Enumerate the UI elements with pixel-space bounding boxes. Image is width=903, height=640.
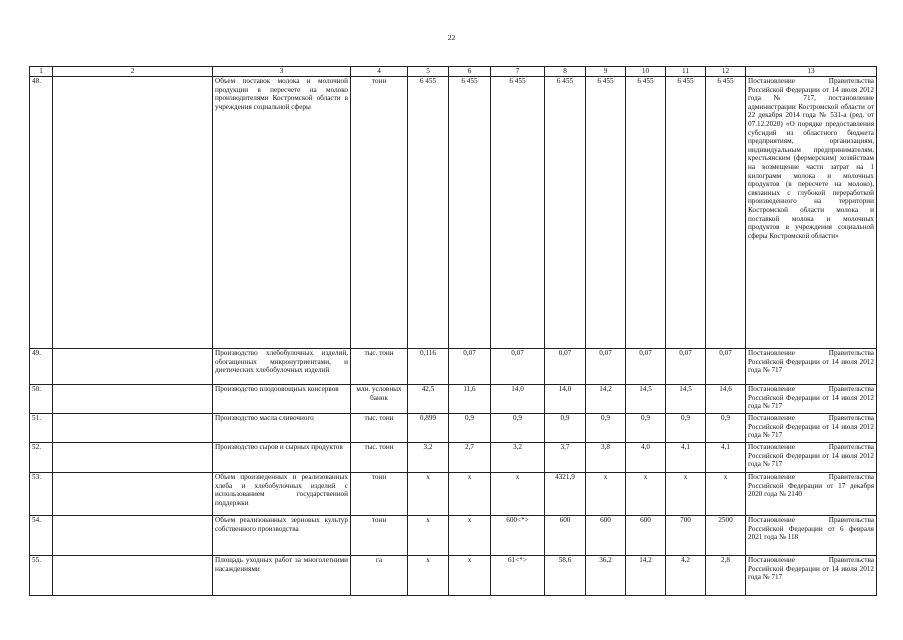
row-col2 <box>53 556 213 596</box>
row-value: 0,116 <box>408 349 449 385</box>
row-value: 4,2 <box>666 556 706 596</box>
row-unit: тыс. тонн <box>351 349 408 385</box>
row-source: Постановление Правительства Российской Федерации от 14 июля 2012 года № 717, постановление администрации Костромской области от 22 декабря 2014 года № 531-а (ред. от 07.12.2020) «О порядке предоставления субсидий из областного бюджета предприятиям, организациям, индивидуальным предпринимателям, крестьянским (фермерским) хозяйствам на возмещение части затрат на 1 килограмм молока и молочных продуктов (в пересчете на молоко), связанных с глубокой переработкой произведенного на территории Костромской области молока и поставкой молока и молочных продуктов в учреждения социальной сферы Костромской области» <box>746 77 877 349</box>
row-col2 <box>53 349 213 385</box>
row-value: x <box>449 516 491 556</box>
row-col2 <box>53 443 213 473</box>
header-cell: 2 <box>53 67 213 77</box>
row-value: 600 <box>545 516 586 556</box>
row-value: 6 455 <box>706 77 746 349</box>
table-row <box>30 473 877 516</box>
header-cell: 10 <box>626 67 666 77</box>
row-value: 0,07 <box>706 349 746 385</box>
row-value: 0,9 <box>706 414 746 443</box>
table-row <box>30 414 877 443</box>
row-value: x <box>666 473 706 516</box>
row-number: 55. <box>30 556 53 596</box>
header-cell: 12 <box>706 67 746 77</box>
row-indicator: Производство масла сливочного <box>213 414 351 443</box>
row-value: 3,7 <box>545 443 586 473</box>
row-source: Постановление Правительства Российской Федерации от 17 декабря 2020 года № 2140 <box>746 473 877 516</box>
row-value: 3,2 <box>408 443 449 473</box>
row-value: 6 455 <box>491 77 545 349</box>
header-cell: 4 <box>351 67 408 77</box>
row-value: 14,0 <box>545 385 586 414</box>
row-value: 42,5 <box>408 385 449 414</box>
row-value: 36,2 <box>586 556 626 596</box>
header-cell: 9 <box>586 67 626 77</box>
row-value: x <box>706 473 746 516</box>
row-indicator: Производство сыров и сырных продуктов <box>213 443 351 473</box>
row-value: 2,8 <box>706 556 746 596</box>
row-value: 600<*> <box>491 516 545 556</box>
row-number: 48. <box>30 77 53 349</box>
row-col2 <box>53 385 213 414</box>
table-row <box>30 556 877 596</box>
header-cell: 13 <box>746 67 877 77</box>
row-value: x <box>449 473 491 516</box>
row-number: 50. <box>30 385 53 414</box>
row-value: 6 455 <box>408 77 449 349</box>
row-value: 58,6 <box>545 556 586 596</box>
row-value: 14,2 <box>626 556 666 596</box>
row-value: 4,0 <box>626 443 666 473</box>
page-number: 22 <box>447 33 456 42</box>
row-number: 51. <box>30 414 53 443</box>
row-unit: тыс. тонн <box>351 443 408 473</box>
row-source: Постановление Правительства Российской Федерации от 6 февраля 2021 года № 118 <box>746 516 877 556</box>
row-value: 6 455 <box>626 77 666 349</box>
row-unit: тонн <box>351 77 408 349</box>
row-source: Постановление Правительства Российской Федерации от 14 июля 2012 года № 717 <box>746 556 877 596</box>
indicators-table <box>29 66 877 596</box>
row-value: 0,9 <box>666 414 706 443</box>
row-value: 11,6 <box>449 385 491 414</box>
table-row <box>30 385 877 414</box>
row-source: Постановление Правительства Российской Федерации от 14 июля 2012 года № 717 <box>746 443 877 473</box>
table-row <box>30 349 877 385</box>
header-cell: 1 <box>30 67 53 77</box>
row-value: 0,07 <box>449 349 491 385</box>
row-col2 <box>53 516 213 556</box>
row-indicator: Объем произведенных и реализованных хлеба и хлебобулочных изделий с использованием государственной поддержки <box>213 473 351 516</box>
header-cell: 3 <box>213 67 351 77</box>
row-indicator: Производство хлебобулочных изделий, обогащенных микронутриентами, и диетических хлебобулочных изделий <box>213 349 351 385</box>
table-row <box>30 77 877 349</box>
row-value: x <box>586 473 626 516</box>
row-col2 <box>53 77 213 349</box>
row-unit: га <box>351 556 408 596</box>
table-row <box>30 516 877 556</box>
row-indicator: Объем реализованных зерновых культур собственного производства <box>213 516 351 556</box>
row-value: 0,07 <box>666 349 706 385</box>
row-indicator: Площадь уходных работ за многолетними насаждениями <box>213 556 351 596</box>
header-cell: 8 <box>545 67 586 77</box>
row-value: 6 455 <box>545 77 586 349</box>
row-value: 2,7 <box>449 443 491 473</box>
row-value: 0,899 <box>408 414 449 443</box>
row-value: 6 455 <box>449 77 491 349</box>
row-value: 0,9 <box>626 414 666 443</box>
row-value: 14,0 <box>491 385 545 414</box>
row-value: 14,2 <box>586 385 626 414</box>
row-source: Постановление Правительства Российской Федерации от 14 июля 2012 года № 717 <box>746 385 877 414</box>
row-value: x <box>491 473 545 516</box>
header-cell: 11 <box>666 67 706 77</box>
row-number: 52. <box>30 443 53 473</box>
row-value: 0,07 <box>545 349 586 385</box>
header-cell: 5 <box>408 67 449 77</box>
row-value: 2500 <box>706 516 746 556</box>
row-number: 54. <box>30 516 53 556</box>
header-cell: 6 <box>449 67 491 77</box>
row-value: 4,1 <box>666 443 706 473</box>
row-unit: млн. условных банок <box>351 385 408 414</box>
row-number: 49. <box>30 349 53 385</box>
row-value: 4321,9 <box>545 473 586 516</box>
row-value: 14,6 <box>706 385 746 414</box>
row-value: 600 <box>626 516 666 556</box>
header-row <box>30 67 877 77</box>
row-value: 4,1 <box>706 443 746 473</box>
row-source: Постановление Правительства Российской Федерации от 14 июля 2012 года № 717 <box>746 349 877 385</box>
row-value: 3,8 <box>586 443 626 473</box>
row-unit: тыс. тонн <box>351 414 408 443</box>
row-value: 6 455 <box>586 77 626 349</box>
row-value: 14,5 <box>666 385 706 414</box>
row-value: 0,07 <box>491 349 545 385</box>
row-value: 61<*> <box>491 556 545 596</box>
row-value: x <box>449 556 491 596</box>
row-value: 6 455 <box>666 77 706 349</box>
row-value: x <box>626 473 666 516</box>
row-indicator: Объем поставок молока и молочной продукции в пересчете на молоко производителями Костромской области в учреждения социальной сферы <box>213 77 351 349</box>
row-value: x <box>408 473 449 516</box>
row-source: Постановление Правительства Российской Федерации от 14 июля 2012 года № 717 <box>746 414 877 443</box>
row-unit: тонн <box>351 473 408 516</box>
row-number: 53. <box>30 473 53 516</box>
row-unit: тонн <box>351 516 408 556</box>
row-value: 0,07 <box>626 349 666 385</box>
row-value: 0,07 <box>586 349 626 385</box>
row-value: 700 <box>666 516 706 556</box>
row-value: 0,9 <box>491 414 545 443</box>
row-value: 0,9 <box>449 414 491 443</box>
header-cell: 7 <box>491 67 545 77</box>
row-value: x <box>408 556 449 596</box>
row-col2 <box>53 473 213 516</box>
row-value: 14,5 <box>626 385 666 414</box>
row-value: 3,2 <box>491 443 545 473</box>
row-value: 600 <box>586 516 626 556</box>
row-value: 0,9 <box>545 414 586 443</box>
row-col2 <box>53 414 213 443</box>
row-value: 0,9 <box>586 414 626 443</box>
row-indicator: Производство плодоовощных консервов <box>213 385 351 414</box>
row-value: x <box>408 516 449 556</box>
table-row <box>30 443 877 473</box>
